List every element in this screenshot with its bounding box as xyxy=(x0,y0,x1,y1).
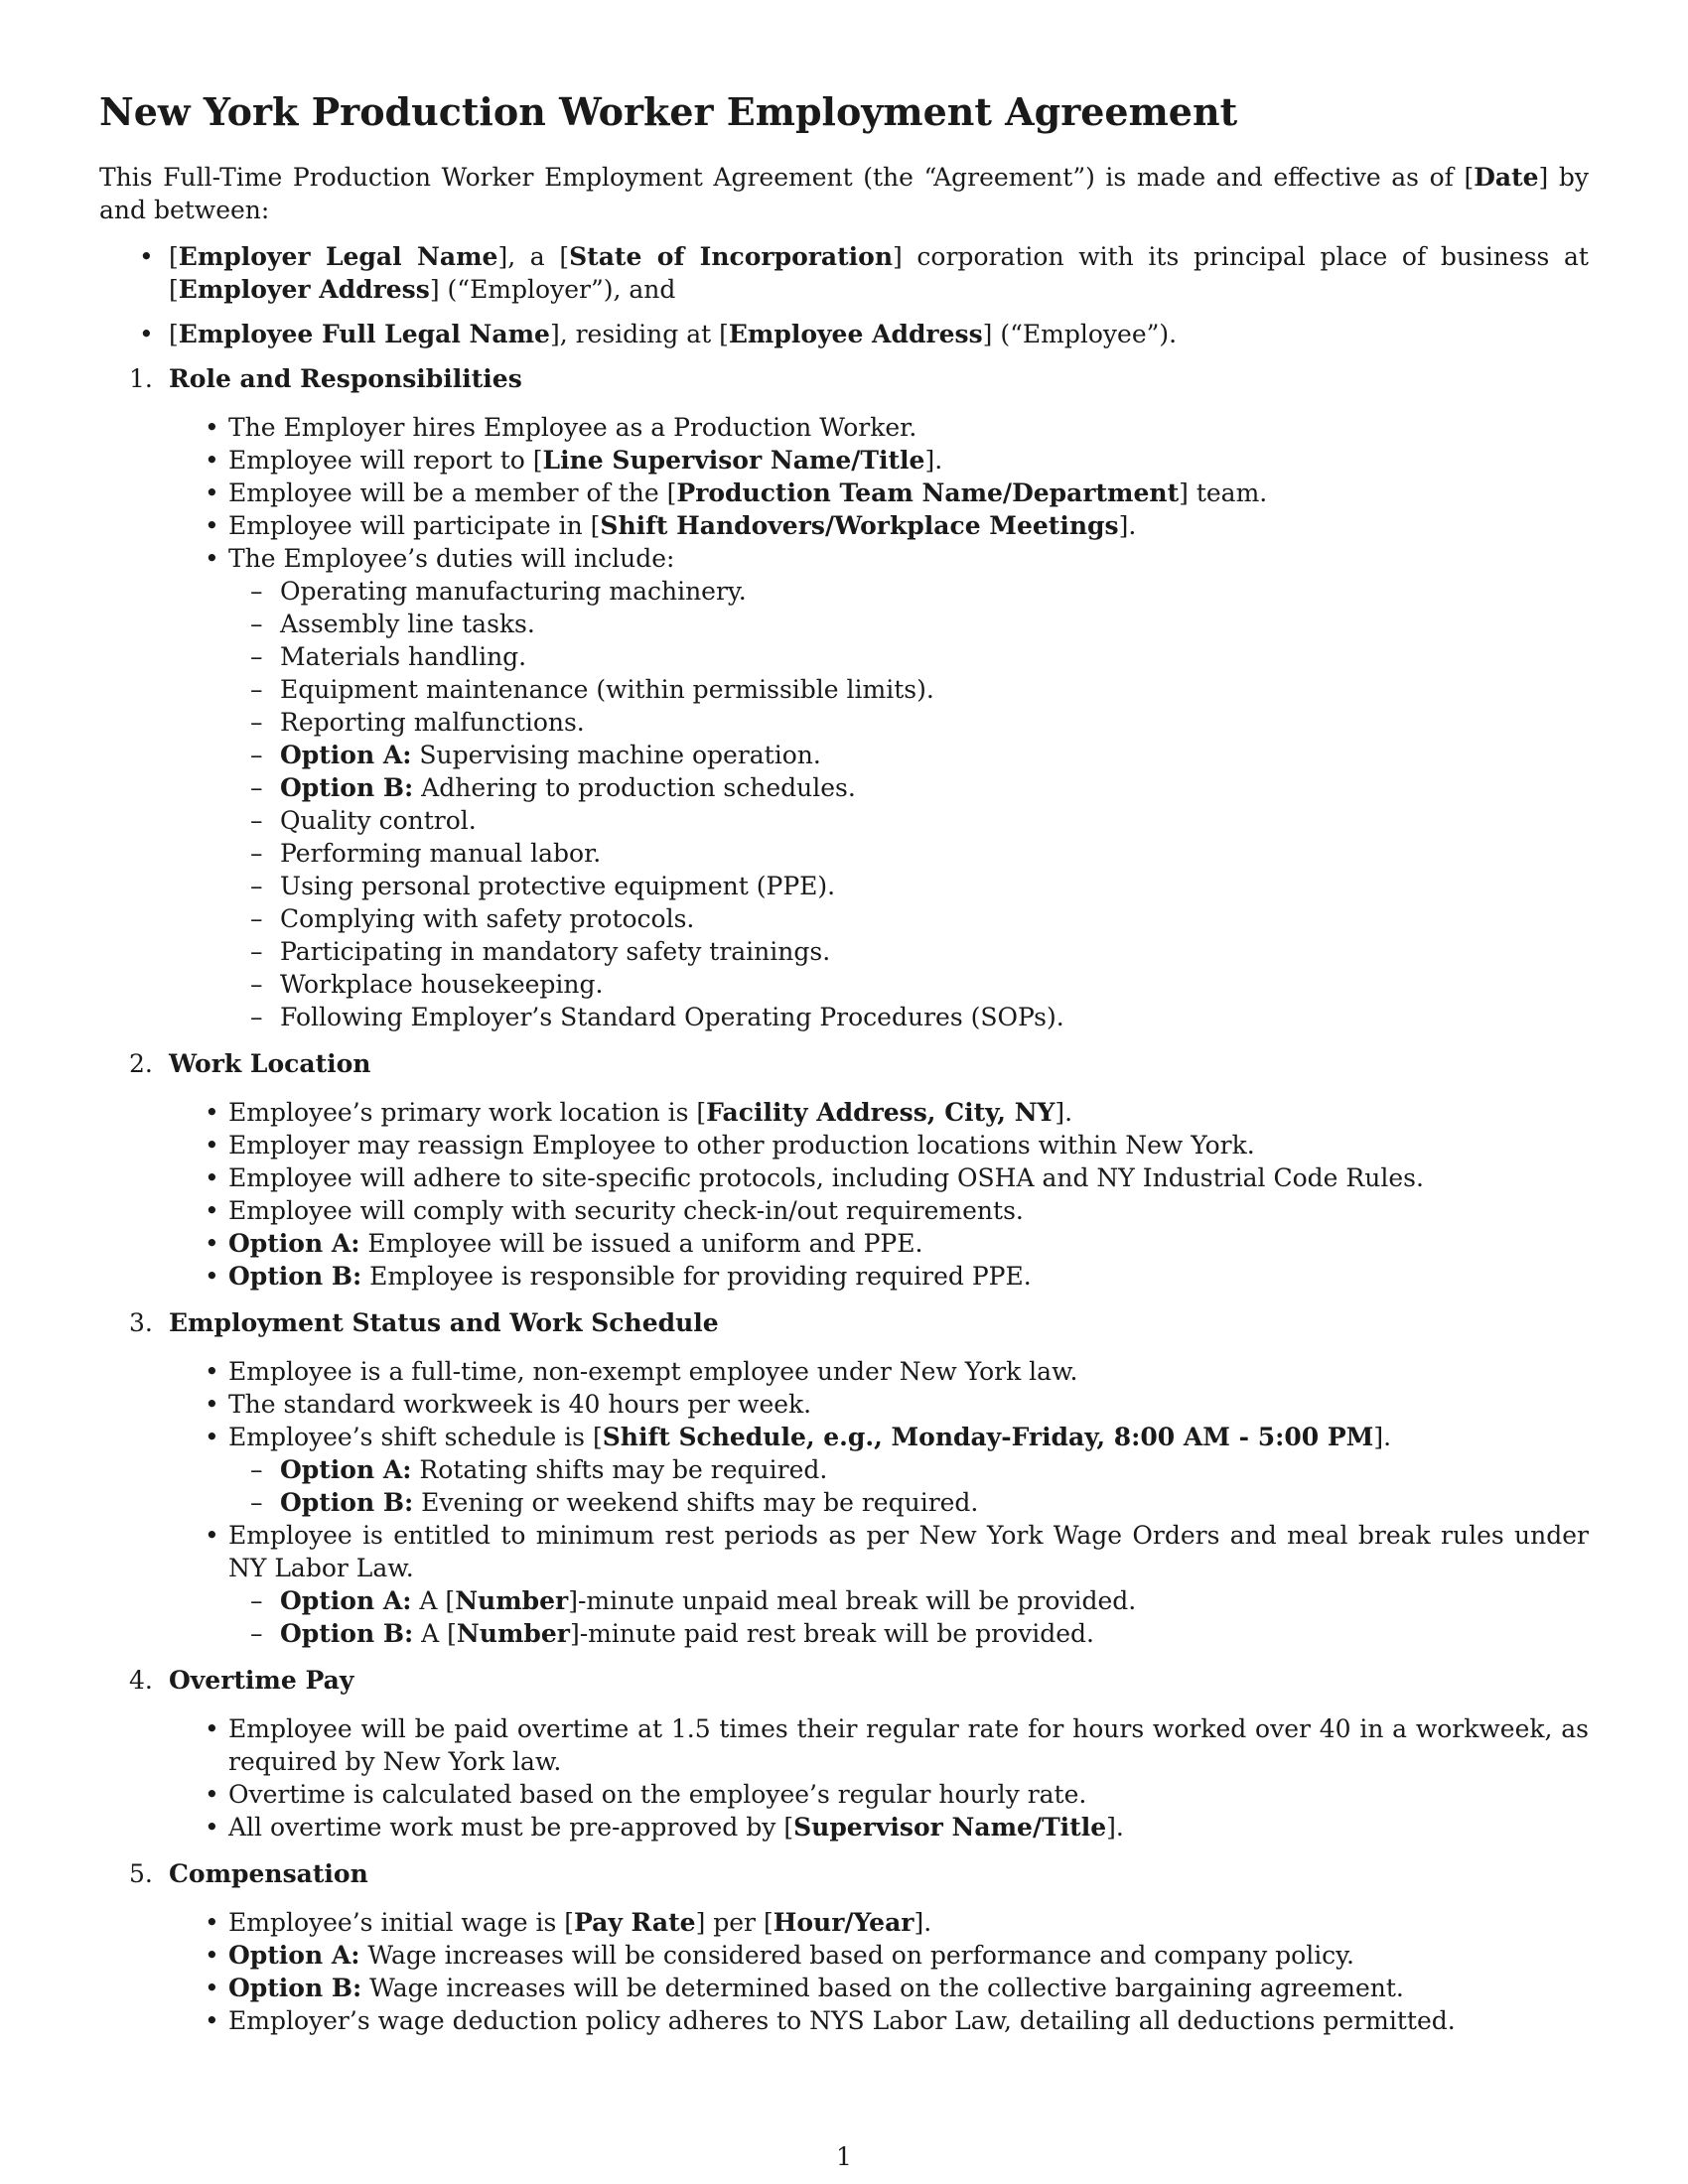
sub-item: – Complying with safety protocols. xyxy=(228,902,1589,935)
section-number: 2. xyxy=(129,1049,153,1078)
party-employee: • [Employee Full Legal Name], residing at [Employee Address] (“Employee”). xyxy=(99,318,1589,350)
section-items xyxy=(169,1355,1589,1650)
sub-item: – Operating manufacturing machinery. xyxy=(228,575,1589,608)
section-title: Compensation xyxy=(169,1859,368,1888)
list-item: • Employee’s initial wage is [Pay Rate] per [Hour/Year]. xyxy=(169,1906,1589,1939)
section-items xyxy=(169,1096,1589,1293)
section-work-location xyxy=(99,1047,1589,1293)
section-title: Role and Responsibilities xyxy=(169,364,522,393)
list-item: • All overtime work must be pre-approved by [Supervisor Name/Title]. xyxy=(169,1811,1589,1843)
section-number: 1. xyxy=(129,364,153,393)
list-item: • Employee will be paid overtime at 1.5 times their regular rate for hours worked over 40 in a workweek, as required by New York law. xyxy=(169,1712,1589,1778)
sub-item: – Following Employer’s Standard Operating Procedures (SOPs). xyxy=(228,1001,1589,1033)
section-compensation xyxy=(99,1857,1589,2037)
sub-item: – Quality control. xyxy=(228,804,1589,837)
section-items xyxy=(169,1906,1589,2037)
sections-list xyxy=(99,362,1589,2037)
document-title: New York Production Worker Employment Agreement xyxy=(99,89,1238,134)
list-item: • Option B: Wage increases will be determined based on the collective bargaining agreement. xyxy=(169,1972,1589,2004)
parties-list xyxy=(99,240,1589,350)
list-item: • Option A: Wage increases will be considered based on performance and company policy. xyxy=(169,1939,1589,1972)
page-number: 1 xyxy=(836,2142,852,2171)
document-body xyxy=(99,87,1589,2051)
list-item: • Employee will adhere to site-specific protocols, including OSHA and NY Industrial Code Rules. xyxy=(169,1161,1589,1194)
sub-item: – Option A: Supervising machine operation. xyxy=(228,739,1589,771)
sub-item: – Assembly line tasks. xyxy=(228,608,1589,640)
list-item: • Employer’s wage deduction policy adheres to NYS Labor Law, detailing all deductions permitted. xyxy=(169,2004,1589,2037)
section-number: 5. xyxy=(129,1859,153,1888)
list-item: • The Employer hires Employee as a Production Worker. xyxy=(169,411,1589,444)
sub-item: – Equipment maintenance (within permissible limits). xyxy=(228,673,1589,706)
list-item: • Employee will be a member of the [Production Team Name/Department] team. xyxy=(169,477,1589,509)
list-item: • Overtime is calculated based on the employee’s regular hourly rate. xyxy=(169,1778,1589,1811)
section-overtime-pay xyxy=(99,1664,1589,1843)
sub-item: – Workplace housekeeping. xyxy=(228,968,1589,1001)
date-placeholder: Date xyxy=(1474,163,1539,192)
list-item: • The Employee’s duties will include: – Operating manufacturing machinery. – Assembly line tasks. – Materials handling. – Equipment maintenance (within permissible limits). – Reporting malfunctions. – Option A: Supervising machine operation. – Option B: Adhering to production schedules. – Quality control. – Performing manual labor. – Using personal protective equipment (PPE). – Complying with safety protocols. – Participating in mandatory safety trainings. – Workplace housekeeping. – Following Employer’s Standard Operating Procedures (SOPs). xyxy=(169,542,1589,1033)
section-number: 3. xyxy=(129,1308,153,1337)
list-item: • Option B: Employee is responsible for providing required PPE. xyxy=(169,1260,1589,1293)
list-item: • Employee will report to [Line Supervisor Name/Title]. xyxy=(169,444,1589,477)
list-item: • The standard workweek is 40 hours per week. xyxy=(169,1388,1589,1421)
section-title: Overtime Pay xyxy=(169,1666,354,1695)
list-item: • Employee’s shift schedule is [Shift Schedule, e.g., Monday-Friday, 8:00 AM - 5:00 PM]. – Option A: Rotating shifts may be required. – Option B: Evening or weekend shifts may be required. xyxy=(169,1421,1589,1519)
break-options xyxy=(228,1584,1589,1650)
list-item: • Employer may reassign Employee to other production locations within New York. xyxy=(169,1129,1589,1161)
sub-item: – Option B: Evening or weekend shifts may be required. xyxy=(228,1486,1589,1519)
party-employer: • [Employer Legal Name], a [State of Incorporation] corporation with its principal place of business at [Employer Address] (“Employer”), and xyxy=(99,240,1589,306)
sub-item: – Using personal protective equipment (PPE). xyxy=(228,870,1589,902)
sub-item: – Option B: A [Number]-minute paid rest break will be provided. xyxy=(228,1617,1589,1650)
list-item: • Employee’s primary work location is [Facility Address, City, NY]. xyxy=(169,1096,1589,1129)
sub-item: – Reporting malfunctions. xyxy=(228,706,1589,739)
intro-paragraph: This Full-Time Production Worker Employment Agreement (the “Agreement”) is made and effective as of [Date] by and between: xyxy=(99,163,1589,224)
list-item: • Employee is entitled to minimum rest periods as per New York Wage Orders and meal break rules under NY Labor Law. – Option A: A [Number]-minute unpaid meal break will be provided. – Option B: A [Number]-minute paid rest break will be provided. xyxy=(169,1519,1589,1650)
section-title: Employment Status and Work Schedule xyxy=(169,1308,719,1337)
section-items xyxy=(169,1712,1589,1843)
sub-item: – Option A: Rotating shifts may be required. xyxy=(228,1453,1589,1486)
sub-item: – Option A: A [Number]-minute unpaid meal break will be provided. xyxy=(228,1584,1589,1617)
list-item: • Employee will comply with security check-in/out requirements. xyxy=(169,1194,1589,1227)
list-item: • Employee will participate in [Shift Handovers/Workplace Meetings]. xyxy=(169,509,1589,542)
shift-options xyxy=(228,1453,1589,1519)
section-title: Work Location xyxy=(169,1049,371,1078)
section-number: 4. xyxy=(129,1666,153,1695)
duties-list xyxy=(228,575,1589,1033)
section-employment-status xyxy=(99,1306,1589,1650)
list-item: • Option A: Employee will be issued a uniform and PPE. xyxy=(169,1227,1589,1260)
sub-item: – Participating in mandatory safety trainings. xyxy=(228,935,1589,968)
section-items xyxy=(169,411,1589,1033)
section-role-responsibilities xyxy=(99,362,1589,1033)
sub-item: – Option B: Adhering to production schedules. xyxy=(228,771,1589,804)
sub-item: – Performing manual labor. xyxy=(228,837,1589,870)
sub-item: – Materials handling. xyxy=(228,640,1589,673)
list-item: • Employee is a full-time, non-exempt employee under New York law. xyxy=(169,1355,1589,1388)
